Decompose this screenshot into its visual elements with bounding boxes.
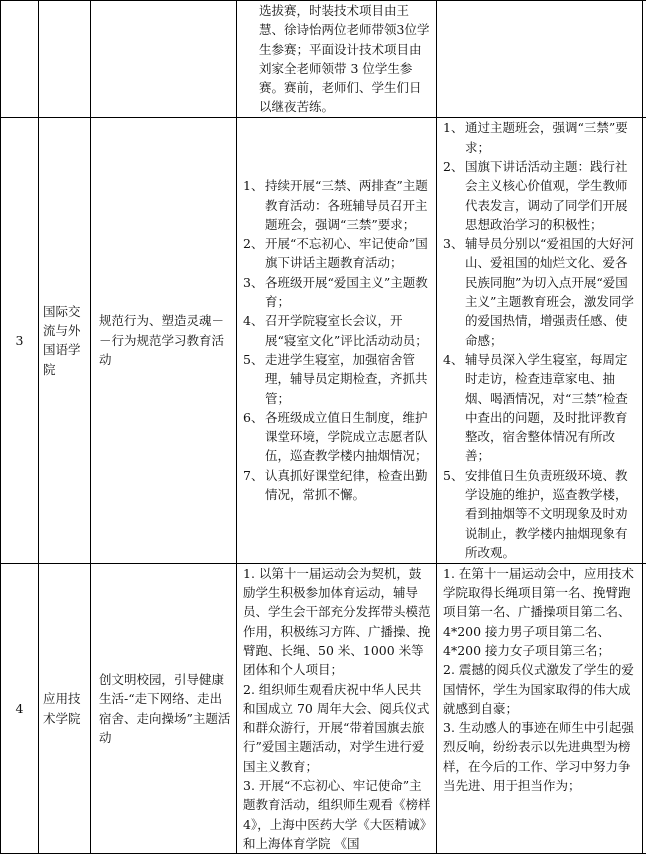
measure-item-number: 7、 xyxy=(243,466,265,505)
effect-item-number: 4、 xyxy=(443,350,465,466)
row-number-cell: 4 xyxy=(1,563,39,853)
measure-item-text: 3. 开展“不忘初心、牢记使命”主题教育活动，组织师生观看《榜样 4》，上海中医药大学《大医精诚》和上海体育学院 《国 xyxy=(243,776,432,853)
effect-item-text: 安排值日生负责班级环境、教学设施的维护，巡查教学楼，看到抽烟等不文明现象及时劝说制止，教学楼内抽烟现象有所改观。 xyxy=(465,466,638,562)
effect-item-text: 通过主题班会，强调“三禁”要求； xyxy=(465,118,638,157)
measure-item-number: 3、 xyxy=(243,273,265,312)
measure-item xyxy=(243,234,432,273)
effect-item xyxy=(443,718,638,795)
measure-item xyxy=(243,350,432,408)
effect-item-number: 5、 xyxy=(443,466,465,562)
measure-item-number: 5、 xyxy=(243,350,265,408)
effect-item xyxy=(443,564,638,660)
effect-item-text: 3. 生动感人的事迹在师生中引起强烈反响，纷纷表示以先进典型为榜样，在今后的工作、学习中努力争当先进、用于担当作为； xyxy=(443,718,638,795)
effect-item xyxy=(443,660,638,718)
effects-cell xyxy=(437,1,643,118)
college-cell: 应用技术学院 xyxy=(39,563,91,853)
measures-cell xyxy=(237,1,437,118)
effect-item xyxy=(443,234,638,350)
effect-item-number: 1、 xyxy=(443,118,465,157)
measure-item xyxy=(243,273,432,312)
college-cell: 国际交流与外国语学院 xyxy=(39,117,91,563)
effect-item-number: 2、 xyxy=(443,157,465,234)
measure-item xyxy=(243,466,432,505)
measure-item-number: 2、 xyxy=(243,234,265,273)
effect-item xyxy=(443,118,638,157)
effect-item-number: 3、 xyxy=(443,234,465,350)
measure-item xyxy=(243,680,432,776)
row-number-cell xyxy=(1,1,39,118)
measure-item-text: 1. 以第十一届运动会为契机，鼓励学生积极参加体育运动，辅导员、学生会干部充分发挥带头模范作用，积极练习方阵、广播操、挽臂跑、长绳、50 米、1000 米等团体和个人项目； xyxy=(243,564,432,680)
effect-item-text: 辅导员深入学生寝室，每周定时走访，检查违章家电、抽烟、喝酒情况，对“三禁”检查中查出的问题，及时批评教育整改，宿舍整体情况有所改善； xyxy=(465,350,638,466)
effect-item-text: 2. 震撼的阅兵仪式激发了学生的爱国情怀，学生为国家取得的伟大成就感到自豪； xyxy=(443,660,638,718)
measure-item-text: 走进学生寝室，加强宿舍管理，辅导员定期检查，齐抓共管； xyxy=(265,350,432,408)
effect-item xyxy=(443,350,638,466)
table-row xyxy=(1,1,646,118)
effects-cell xyxy=(437,563,643,853)
measure-item-number: 1、 xyxy=(243,176,265,234)
effects-cell xyxy=(437,117,643,563)
measure-item-number: 6、 xyxy=(243,408,265,466)
measure-item-text: 开展“不忘初心、牢记使命”国旗下讲话主题教育活动； xyxy=(265,234,432,273)
measures-cell xyxy=(237,563,437,853)
measure-item-text: 各班级开展“爱国主义”主题教育； xyxy=(265,273,432,312)
effect-item xyxy=(443,466,638,562)
measure-item xyxy=(243,311,432,350)
measure-item-text: 持续开展“三禁、两排查”主题教育活动：各班辅导员召开主题班会，强调“三禁”要求； xyxy=(265,176,432,234)
measures-cell xyxy=(237,117,437,563)
measures-text: 选拔赛，时装技术项目由王慧、徐诗怡两位老师带领3位学生参赛；平面设计技术项目由刘家全老师领带 3 位学生参赛。赛前，老师们、学生们日以继夜苦练。 xyxy=(243,1,432,117)
measure-item-text: 召开学院寝室长会议，开展“寝室文化”评比活动动员； xyxy=(265,311,432,350)
remarks-cell xyxy=(643,1,646,118)
measure-item-text: 2. 组织师生观看庆祝中华人民共和国成立 70 周年大会、阅兵仪式和群众游行，开展“带着国旗去旅行”爱国主题活动，对学生进行爱国主义教育； xyxy=(243,680,432,776)
remarks-cell xyxy=(643,117,646,563)
theme-cell: 创文明校园，引导健康生活-“走下网络、走出宿舍、走向操场”主题活动 xyxy=(91,563,237,853)
measure-item-text: 认真抓好课堂纪律，检查出勤情况，常抓不懈。 xyxy=(265,466,432,505)
effect-item-text: 国旗下讲话活动主题：践行社会主义核心价值观，学生教师代表发言，调动了同学们开展思想政治学习的积极性； xyxy=(465,157,638,234)
remarks-cell xyxy=(643,563,646,853)
measure-item-text: 各班级成立值日生制度，维护课堂环境，学院成立志愿者队伍，巡查教学楼内抽烟情况； xyxy=(265,408,432,466)
effect-item xyxy=(443,157,638,234)
row-number-cell: 3 xyxy=(1,117,39,563)
measure-item xyxy=(243,176,432,234)
college-cell xyxy=(39,1,91,118)
table-row xyxy=(1,117,646,563)
measure-item xyxy=(243,408,432,466)
measure-item xyxy=(243,776,432,853)
theme-cell xyxy=(91,1,237,118)
theme-cell: 规范行为、塑造灵魂－－行为规范学习教育活动 xyxy=(91,117,237,563)
table-row xyxy=(1,563,646,853)
effect-item-text: 1. 在第十一届运动会中，应用技术学院取得长绳项目第一名、挽臂跑项目第一名、广播操项目第二名、4*200 接力男子项目第二名、4*200 接力女子项目第三名； xyxy=(443,564,638,660)
measure-item xyxy=(243,564,432,680)
measure-item-number: 4、 xyxy=(243,311,265,350)
effect-item-text: 辅导员分别以“爱祖国的大好河山、爱祖国的灿烂文化、爱各民族同胞”为切入点开展“爱国主义”主题教育班会，激发同学的爱国热情，增强责任感、使命感； xyxy=(465,234,638,350)
